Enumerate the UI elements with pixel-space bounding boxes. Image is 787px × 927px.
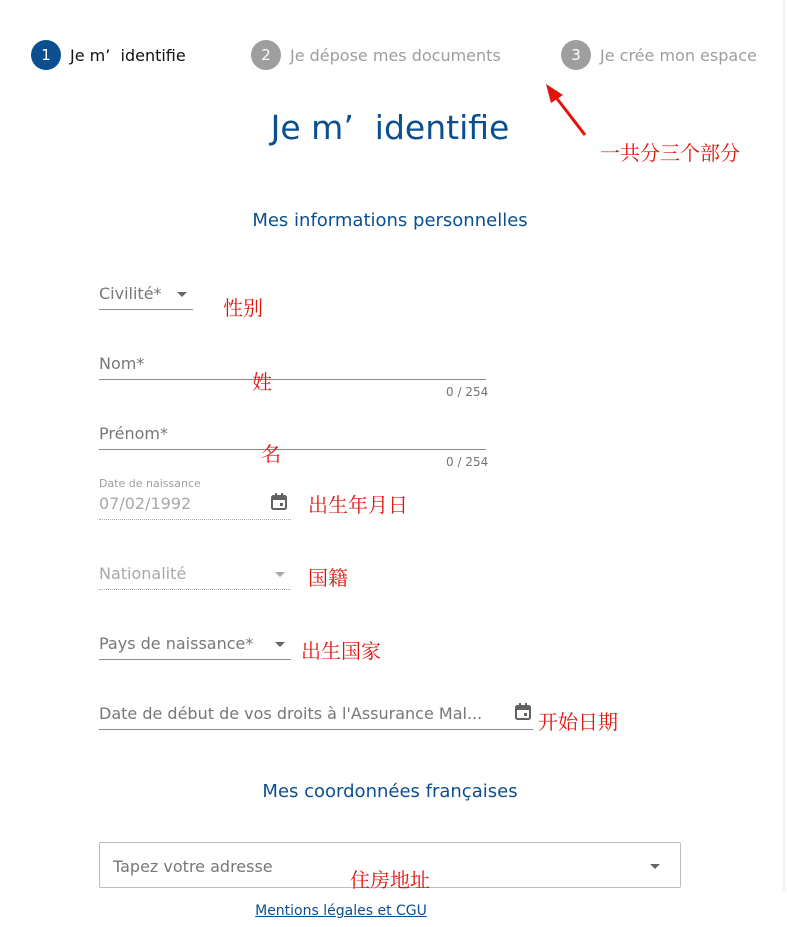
step-2-label: Je dépose mes documents (290, 45, 501, 65)
section-title-personal: Mes informations personnelles (252, 210, 528, 231)
step-3[interactable] (561, 39, 757, 71)
step-2-number: 2 (251, 40, 281, 70)
page-title: Je m’ identifie (270, 108, 510, 147)
date-debut-placeholder: Date de début de vos droits à l'Assurance Mal... (99, 704, 483, 723)
calendar-icon[interactable] (515, 703, 531, 720)
step-1-label: Je m’ identifie (70, 45, 186, 65)
nom-counter: 0 / 254 (446, 385, 489, 399)
step-2[interactable] (251, 39, 501, 71)
chevron-down-icon (275, 572, 285, 577)
annotation-civilite: 性别 (223, 296, 263, 320)
annotation-date-debut: 开始日期 (538, 710, 618, 734)
date-naissance-value: 07/02/1992 (99, 494, 192, 513)
date-naissance-label: Date de naissance (99, 477, 201, 490)
nationalite-select (99, 560, 291, 590)
nom-input[interactable] (99, 350, 486, 380)
step-1[interactable] (31, 39, 186, 71)
chevron-down-icon (650, 864, 660, 869)
step-3-number: 3 (561, 40, 591, 70)
annotation-steps: 一共分三个部分 (600, 141, 740, 165)
prenom-input[interactable] (99, 420, 486, 450)
legal-mentions-link[interactable]: Mentions légales et CGU (255, 903, 427, 919)
calendar-icon[interactable] (271, 493, 287, 510)
annotation-nationalite: 国籍 (308, 566, 348, 590)
chevron-down-icon (275, 642, 285, 647)
annotation-address: 住房地址 (350, 868, 430, 892)
date-naissance-field (99, 477, 291, 520)
address-placeholder: Tapez votre adresse (113, 857, 273, 876)
pays-naissance-placeholder: Pays de naissance* (99, 634, 254, 653)
civilite-select[interactable] (99, 280, 193, 310)
prenom-placeholder: Prénom* (99, 424, 168, 443)
civilite-placeholder: Civilité* (99, 284, 162, 303)
annotation-pays-naissance: 出生国家 (301, 639, 381, 663)
step-3-label: Je crée mon espace (600, 45, 757, 65)
step-1-number: 1 (31, 40, 61, 70)
annotation-prenom: 名 (261, 442, 281, 466)
nationalite-placeholder: Nationalité (99, 564, 187, 583)
date-debut-droits-input[interactable] (99, 700, 533, 730)
pays-naissance-select[interactable] (99, 630, 291, 660)
nom-placeholder: Nom* (99, 354, 145, 373)
prenom-counter: 0 / 254 (446, 455, 489, 469)
annotation-date-naissance: 出生年月日 (308, 493, 408, 517)
page-right-border (783, 0, 785, 890)
chevron-down-icon (177, 292, 187, 297)
section-title-address: Mes coordonnées françaises (262, 781, 518, 802)
annotation-nom: 姓 (252, 370, 272, 394)
